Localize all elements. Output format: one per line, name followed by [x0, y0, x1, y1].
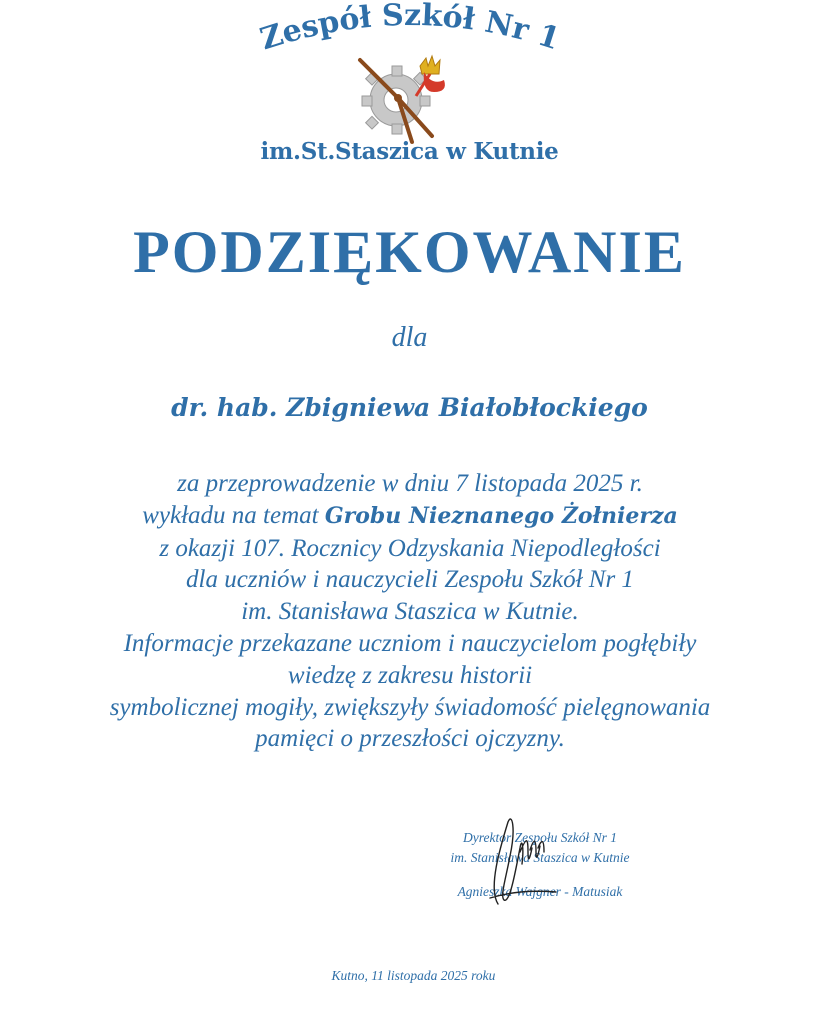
handwritten-signature	[470, 808, 560, 908]
place-and-date: Kutno, 11 listopada 2025 roku	[331, 968, 496, 983]
body-line: im. Stanisława Staszica w Kutnie.	[241, 598, 579, 626]
body-line: dla uczniów i nauczycieli Zespołu Szkół Nr 1	[186, 566, 634, 594]
recipient-name: dr. hab. Zbigniewa Białobłockiego	[171, 393, 648, 422]
school-subtitle: im.St.Staszica w Kutnie	[260, 138, 559, 165]
body-line: z okazji 107. Rocznicy Odzyskania Niepodległości	[159, 534, 661, 562]
topic-prefix: wykładu na temat	[142, 501, 319, 529]
lecture-topic: Grobu Nieznanego Żołnierza	[324, 502, 678, 529]
body-line: za przeprowadzenie w dniu 7 listopada 2025 r.	[177, 470, 643, 497]
school-name: Zespół Szkół Nr 1	[256, 0, 564, 58]
signatory-name: Agnieszka Wajgner - Matusiak	[457, 884, 623, 899]
body-line: symbolicznej mogiły, zwiększyły świadomość pielęgnowania	[109, 693, 711, 721]
dedication-label: dla	[391, 322, 428, 353]
body-text	[60, 468, 760, 755]
signatory-role-line2: im. Stanisława Staszica w Kutnie	[450, 850, 630, 865]
compass-and-gear-emblem-icon	[340, 52, 460, 152]
body-line-topic	[60, 500, 760, 533]
body-line: pamięci o przeszłości ojczyzny.	[255, 725, 565, 753]
body-line: wiedzę z zakresu historii	[287, 661, 533, 689]
certificate-title: PODZIĘKOWANIE	[133, 219, 686, 285]
body-line: Informacje przekazane uczniom i nauczycielom pogłębiły	[123, 629, 697, 657]
signatory-role-line1: Dyrektor Zespołu Szkół Nr 1	[463, 830, 617, 845]
